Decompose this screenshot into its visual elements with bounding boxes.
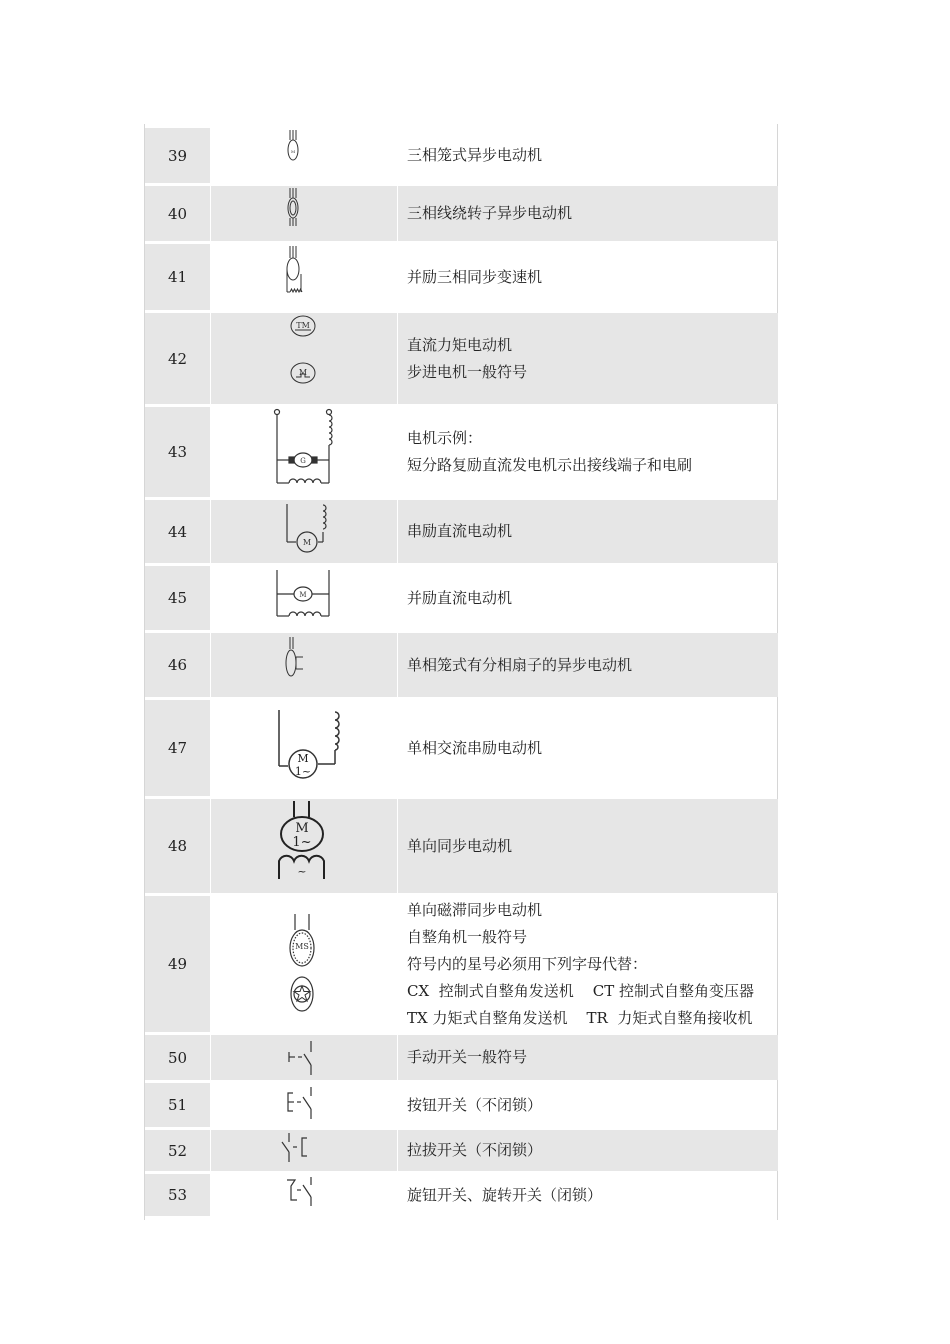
description-line: 单相笼式有分相扇子的异步电动机 (407, 655, 633, 674)
m-label: M (298, 368, 308, 377)
description-line: 自整角机一般符号 (407, 927, 528, 946)
symbol-cell (211, 500, 397, 563)
ms-label: MS (295, 942, 309, 951)
description (398, 128, 778, 183)
row-number: 50 (145, 1035, 210, 1080)
row-number: 41 (145, 244, 210, 310)
description (398, 896, 778, 1032)
description (398, 244, 778, 310)
description (398, 700, 778, 796)
row-number: 48 (145, 799, 210, 893)
table-row (145, 407, 778, 497)
description (398, 633, 778, 697)
svg-text:M: M (290, 149, 296, 154)
row-number: 40 (145, 186, 210, 241)
single-phase-synchronous-motor-symbol (211, 799, 397, 893)
row-number: 44 (145, 500, 210, 563)
tm-label: TM (296, 321, 310, 330)
table-row (145, 1035, 778, 1080)
three-phase-cage-motor-symbol (211, 128, 397, 183)
push-button-switch-symbol (211, 1083, 397, 1127)
description-line: 电机示例： (407, 429, 483, 447)
g-label: G (300, 457, 306, 465)
m-label: M (299, 591, 307, 599)
table-row (145, 1083, 778, 1127)
symbol-cell (211, 244, 397, 310)
table-row (145, 244, 778, 310)
description-line: 三相笼式异步电动机 (407, 146, 543, 164)
table-row (145, 1174, 778, 1216)
description (398, 186, 778, 241)
ac-label: ~ (297, 865, 307, 878)
description (398, 500, 778, 563)
row-number: 43 (145, 407, 210, 497)
symbol-cell (211, 1083, 397, 1127)
row-number: 51 (145, 1083, 210, 1127)
row-number: 49 (145, 896, 210, 1032)
symbol-cell (211, 128, 397, 183)
description-line: 旋钮开关、旋转开关（闭锁） (407, 1185, 603, 1204)
symbol-cell (211, 799, 397, 893)
description (398, 566, 778, 630)
dc-torque-and-stepper-motor-symbols (211, 313, 397, 404)
row-number: 39 (145, 128, 210, 183)
hysteresis-motor-and-selsyn-symbols (211, 896, 397, 1032)
description-line: 直流力矩电动机 (407, 335, 513, 354)
table-row (145, 799, 778, 893)
description-line: 串励直流电动机 (407, 522, 513, 540)
single-phase-split-phase-motor-symbol (211, 633, 397, 697)
description (398, 1035, 778, 1080)
m-label: M (295, 821, 309, 836)
symbol-cell (211, 1174, 397, 1216)
m-label: M (297, 752, 309, 765)
symbol-cell (211, 407, 397, 497)
description-line: 拉拔开关（不闭锁） (407, 1141, 543, 1159)
row-number: 46 (145, 633, 210, 697)
description-line: CX 控制式自整角发送机 CT 控制式自整角变压器 (407, 981, 755, 1000)
description-line: 短分路复励直流发电机示出接线端子和电刷 (407, 456, 693, 474)
description (398, 1083, 778, 1127)
description (398, 1174, 778, 1216)
row-number: 52 (145, 1130, 210, 1171)
symbol-cell (211, 1035, 397, 1080)
three-phase-wound-rotor-motor-symbol (211, 186, 397, 241)
row-number: 42 (145, 313, 210, 404)
symbol-cell (211, 1130, 397, 1171)
table-row (145, 500, 778, 563)
description-line: 步进电机一般符号 (407, 362, 528, 381)
description (398, 313, 778, 404)
description-line: 单相交流串励电动机 (407, 738, 543, 757)
description (398, 407, 778, 497)
description-line: 并励三相同步变速机 (407, 267, 543, 286)
description-line: 三相线绕转子异步电动机 (407, 204, 573, 222)
description-line: TX 力矩式自整角发送机 TR 力矩式自整角接收机 (407, 1008, 753, 1027)
table-row (145, 896, 778, 1032)
description-line: 按钮开关（不闭锁） (407, 1095, 543, 1114)
table-row (145, 313, 778, 404)
symbol-cell (211, 633, 397, 697)
pull-switch-symbol (211, 1130, 397, 1171)
single-phase-ac-series-motor-symbol (211, 700, 397, 796)
shunt-three-phase-sync-converter-symbol (211, 244, 397, 310)
table-row (145, 633, 778, 697)
row-number: 47 (145, 700, 210, 796)
symbol-cell (211, 313, 397, 404)
description-line: 并励直流电动机 (407, 588, 513, 607)
symbol-cell (211, 700, 397, 796)
rotary-switch-symbol (211, 1174, 397, 1216)
m-label: M (302, 538, 312, 547)
table-row (145, 700, 778, 796)
manual-switch-symbol (211, 1035, 397, 1080)
row-number: 53 (145, 1174, 210, 1216)
phase-label: 1~ (292, 835, 312, 850)
description-line: 单向磁滞同步电动机 (407, 900, 543, 919)
phase-label: 1~ (294, 765, 312, 778)
table-row (145, 186, 778, 241)
shunt-dc-motor-symbol (211, 566, 397, 630)
symbol-cell (211, 566, 397, 630)
description-line: 单向同步电动机 (407, 836, 513, 855)
short-shunt-compound-dc-generator-symbol (211, 407, 397, 497)
table-row (145, 1130, 778, 1171)
description-line: 手动开关一般符号 (407, 1048, 528, 1066)
description (398, 799, 778, 893)
symbol-cell (211, 896, 397, 1032)
series-dc-motor-symbol (211, 500, 397, 563)
description (398, 1130, 778, 1171)
row-number: 45 (145, 566, 210, 630)
table-row (145, 566, 778, 630)
table-row (145, 128, 778, 183)
description-line: 符号内的星号必须用下列字母代替： (407, 954, 648, 973)
symbol-cell (211, 186, 397, 241)
